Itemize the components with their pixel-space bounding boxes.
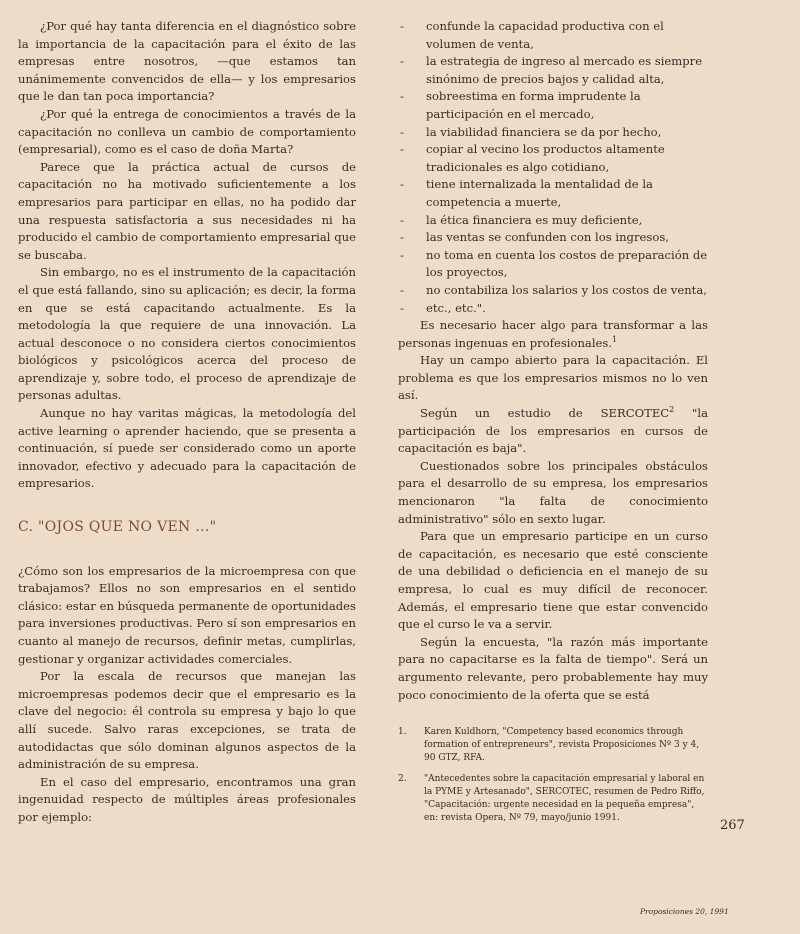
paragraph: ¿Por qué la entrega de conocimientos a través de la capacitación no conlleva un cambio de comportamiento (empresarial), como es el caso de doña Marta? xyxy=(18,106,356,157)
paragraph: En el caso del empresario, encontramos una gran ingenuidad respecto de múltiples áreas profesionales por ejemplo: xyxy=(18,774,356,824)
list-item: - etc., etc.". xyxy=(398,300,708,318)
paragraph: Por la escala de recursos que manejan las microempresas podemos decir que el empresario es la clave del negocio: él controla su empresa y bajo lo que allí sucede. Salvo raras excepciones, se trata de autodidactas que sólo dominan algunos aspectos de la administración de su empresa. xyxy=(18,669,356,772)
footnote-text: Karen Kuldhorn, "Competency based economics through formation of entrepreneurs", revista Proposiciones Nº 3 y 4, 90 GTZ, RFA. xyxy=(424,727,700,764)
footnote xyxy=(398,726,708,765)
footnote-number: 1. xyxy=(398,727,407,738)
paragraph: Según la encuesta, "la razón más importante para no capacitarse es la falta de tiempo". Será un argumento relevante, pero probablemente hay muy poco conocimiento de la oferta que se está xyxy=(398,634,708,702)
page-number: 267 xyxy=(720,818,745,833)
list-item: - sobreestima en forma imprudente la participación en el mercado, xyxy=(398,88,708,123)
paragraph xyxy=(398,317,708,352)
list-item: - confunde la capacidad productiva con el volumen de venta, xyxy=(398,18,708,53)
paragraph-text: Según un estudio de SERCOTEC xyxy=(420,406,670,421)
list-item: - la ética financiera es muy deficiente, xyxy=(398,212,708,230)
bullet-list xyxy=(398,18,708,317)
list-item: - no toma en cuenta los costos de preparación de los proyectos, xyxy=(398,247,708,282)
right-column xyxy=(398,18,708,833)
list-item: - copiar al vecino los productos altamente tradicionales es algo cotidiano, xyxy=(398,141,708,176)
paragraph: Para que un empresario participe en un curso de capacitación, es necesario que esté consciente de una debilidad o deficiencia en el manejo de su empresa, lo cual es muy difícil de reconocer. Además, el empresario tiene que estar convencido que el curso le va a servir. xyxy=(398,529,708,632)
list-item: - las ventas se confunden con los ingresos, xyxy=(398,229,708,247)
list-item: - tiene internalizada la mentalidad de la competencia a muerte, xyxy=(398,176,708,211)
paragraph: Hay un campo abierto para la capacitación. El problema es que los empresarios mismos no lo ven así. xyxy=(398,353,708,403)
list-item: - la viabilidad financiera se da por hecho, xyxy=(398,124,708,142)
paragraph: Parece que la práctica actual de cursos de capacitación no ha motivado suficientemente a los empresarios para participar en ellas, no ha podido dar una respuesta satisfactoria a sus necesidades ni ha producido el cambio de comportamiento empresarial que se buscaba. xyxy=(18,159,356,262)
paragraph-text: Es necesario hacer algo para transformar a las personas ingenuas en profesionales. xyxy=(398,318,708,350)
paragraph: Sin embargo, no es el instrumento de la capacitación el que está fallando, sino su aplicación; es decir, la forma en que se está capacitando actualmente. Es la metodología la que requiere de una innovación. La actual desconoce o no considera ciertos conocimientos biológicos y psicológicos acerca del proceso de aprendizaje y, sobre todo, el proceso de aprendizaje de personas adultas. xyxy=(18,265,356,403)
footnote xyxy=(398,773,708,825)
paragraph: Aunque no hay varitas mágicas, la metodología del active learning o aprender haciendo, que se presenta a continuación, sí puede ser considerado como un aporte innovador, efectivo y adecuado para la capacitación de empresarios. xyxy=(18,406,356,491)
paragraph xyxy=(398,405,708,458)
section-heading: C. "OJOS QUE NO VEN ..." xyxy=(18,519,217,536)
list-item: - no contabiliza los salarios y los costos de venta, xyxy=(398,282,708,300)
left-column xyxy=(18,18,356,827)
list-item: - la estrategia de ingreso al mercado es siempre sinónimo de precios bajos y calidad alta, xyxy=(398,53,708,88)
paragraph-text: "la participación de los empresarios en cursos de capacitación es baja". xyxy=(398,406,708,456)
footnote-text: "Antecedentes sobre la capacitación empresarial y laboral en la PYME y Artesanado", SERCOTEC, resumen de Pedro Riffo, "Capacitación: urgente necesidad en la pequeña empresa", en: revista Opera, Nº 79, mayo/junio 1991. xyxy=(424,774,705,824)
footnote-marker: 2 xyxy=(669,405,675,415)
paragraph: Cuestionados sobre los principales obstáculos para el desarrollo de su empresa, los empresarios mencionaron "la falta de conocimiento administrativo" sólo en sexto lugar. xyxy=(398,458,708,526)
footnote-number: 2. xyxy=(398,774,407,785)
running-footer: Proposiciones 20, 1991 xyxy=(640,907,729,916)
paragraph: ¿Por qué hay tanta diferencia en el diagnóstico sobre la importancia de la capacitación para el éxito de las empresas entre nosotros, —que estamos tan unánimemente convencidos de ella— y los empresarios que le dan tan poca importancia? xyxy=(18,19,356,104)
footnotes xyxy=(398,726,708,825)
paragraph: ¿Cómo son los empresarios de la microempresa con que trabajamos? Ellos no son empresarios en el sentido clásico: estar en búsqueda permanente de oportunidades para inversiones productivas. Pero sí son empresarios en cuanto al manejo de recursos, definir metas, cumplirlas, gestionar y organizar actividades comerciales. xyxy=(18,563,356,666)
footnote-marker: 1 xyxy=(612,334,618,344)
